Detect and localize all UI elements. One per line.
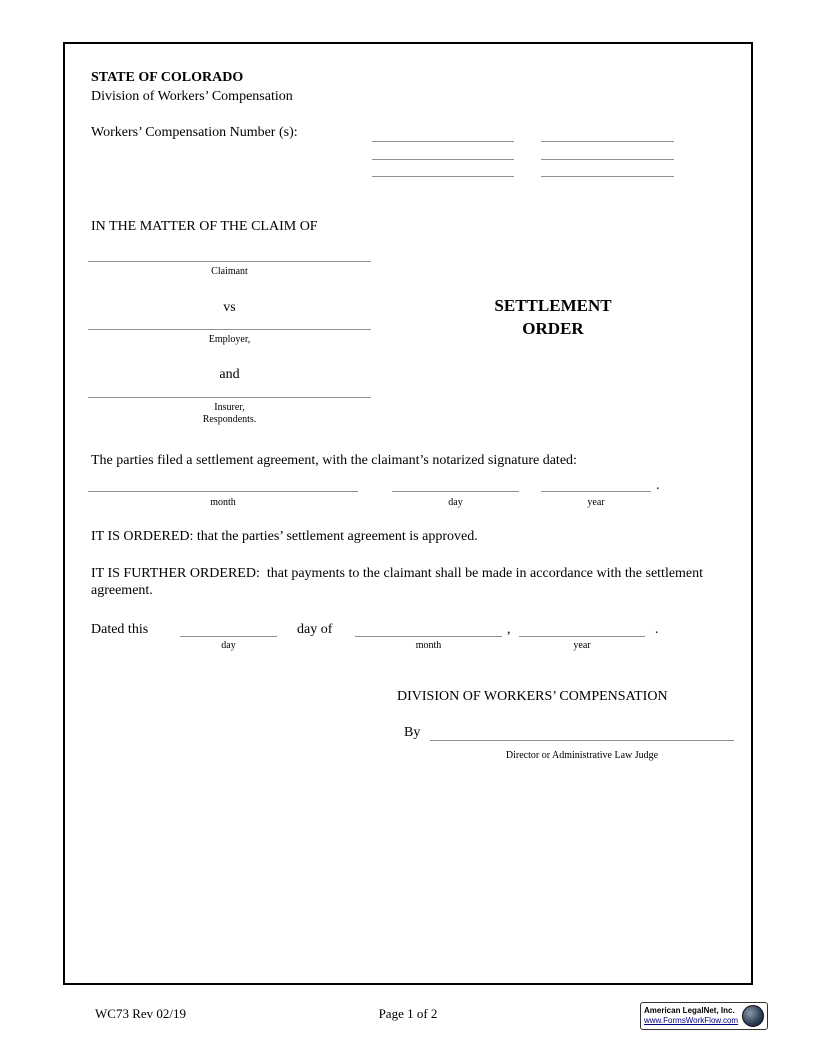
title-line-1: SETTLEMENT [494, 296, 612, 315]
dated-day-field[interactable] [180, 623, 277, 637]
employer-field[interactable] [88, 316, 371, 330]
footer-form-number: WC73 Rev 02/19 [95, 1006, 186, 1021]
matter-heading: IN THE MATTER OF THE CLAIM OF [91, 219, 318, 234]
signature-field[interactable] [430, 727, 734, 741]
notarized-year-label: year [587, 497, 605, 508]
wc-number-label: Workers’ Compensation Number (s): [91, 125, 298, 140]
dated-year-field[interactable] [519, 623, 645, 637]
wc-number-field-5[interactable] [372, 163, 514, 177]
insurer-label: Insurer, [214, 402, 245, 413]
state-heading: STATE OF COLORADO [91, 70, 244, 85]
legalnet-stamp [640, 1002, 768, 1030]
employer-label: Employer, [208, 334, 251, 345]
further-ordered-statement: IT IS FURTHER ORDERED: that payments to the claimant shall be made in accordance with the settlement agreement. [91, 566, 707, 598]
formsworkflow-link[interactable]: www.FormsWorkFlow.com [644, 1016, 739, 1025]
title-line-2: ORDER [522, 319, 584, 338]
insurer-field[interactable] [88, 384, 371, 398]
division-heading: Division of Workers’ Compensation [91, 89, 293, 104]
notarized-month-field[interactable] [88, 478, 358, 492]
notarized-year-field[interactable] [541, 478, 651, 492]
division-signature-heading: DIVISION OF WORKERS’ COMPENSATION [397, 689, 668, 704]
by-label: By [404, 725, 421, 740]
vs-text: vs [223, 300, 236, 315]
and-text: and [219, 367, 240, 382]
form-border [63, 42, 753, 985]
notarized-month-label: month [210, 497, 236, 508]
dated-comma: , [507, 622, 511, 637]
wc-number-field-3[interactable] [372, 146, 514, 160]
wc-number-field-1[interactable] [372, 128, 514, 142]
notarized-date-period: . [656, 478, 660, 493]
footer-page-number: Page 1 of 2 [378, 1006, 438, 1021]
dated-day-label: day [221, 640, 236, 651]
legalnet-name: American LegalNet, Inc. [644, 1006, 735, 1015]
notarized-day-field[interactable] [392, 478, 519, 492]
respondents-label: Respondents. [202, 414, 257, 425]
dated-period: . [655, 622, 659, 637]
claimant-field[interactable] [88, 248, 371, 262]
dated-month-label: month [415, 640, 442, 651]
notarized-day-label: day [448, 497, 463, 508]
ordered-statement: IT IS ORDERED: that the parties’ settlement agreement is approved. [91, 529, 478, 544]
legalnet-logo-icon [742, 1005, 764, 1027]
document-title [420, 294, 686, 340]
wc-number-field-6[interactable] [541, 163, 674, 177]
dated-year-label: year [573, 640, 591, 651]
director-label: Director or Administrative Law Judge [505, 750, 659, 761]
filed-statement: The parties filed a settlement agreement, with the claimant’s notarized signature dated: [91, 453, 577, 468]
dated-this-text: Dated this [91, 622, 149, 637]
dated-month-field[interactable] [355, 623, 502, 637]
wc-number-field-4[interactable] [541, 146, 674, 160]
claimant-label: Claimant [211, 266, 248, 277]
day-of-text: day of [297, 622, 333, 637]
wc-number-field-2[interactable] [541, 128, 674, 142]
